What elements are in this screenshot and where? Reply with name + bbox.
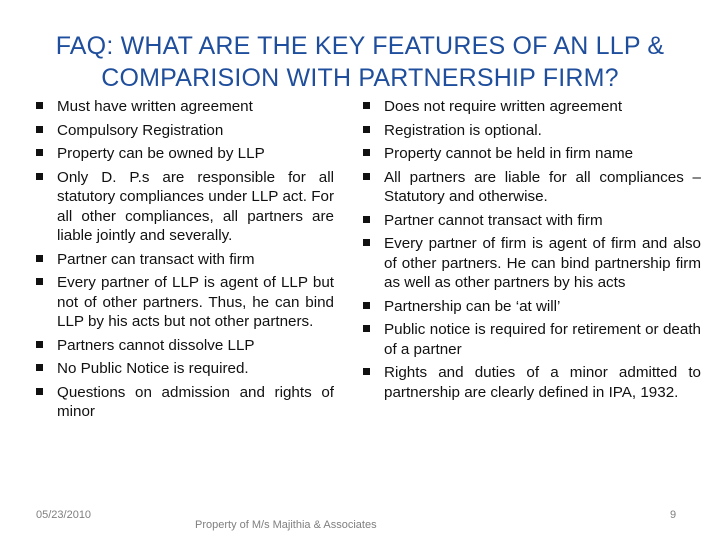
list-item-text: Registration is optional. (384, 121, 542, 139)
square-bullet-icon (363, 368, 370, 375)
slide-title-line-2: COMPARISION WITH PARTNERSHIP FIRM? (101, 64, 619, 92)
list-item-text: Partner can transact with firm (57, 250, 255, 268)
square-bullet-icon (36, 102, 43, 109)
list-item (363, 144, 701, 164)
list-item-text: Property cannot be held in firm name (384, 145, 634, 162)
list-item-text: All partners are liable for all compliances – Statutory and otherwise. (384, 168, 701, 205)
list-item (36, 144, 334, 164)
square-bullet-icon (36, 149, 43, 156)
list-item (36, 97, 334, 117)
list-item-text: Rights and duties of a minor admitted to partnership are clearly defined in IPA, 1932. (384, 364, 701, 401)
list-item (363, 297, 701, 317)
square-bullet-icon (36, 341, 43, 348)
square-bullet-icon (363, 102, 370, 109)
square-bullet-icon (363, 126, 370, 133)
list-item (363, 234, 701, 293)
list-item (363, 211, 701, 231)
list-item-text: No Public Notice is required. (57, 360, 249, 377)
list-item-text: Questions on admission and rights of minor (57, 383, 334, 420)
slide-title-line-1: FAQ: WHAT ARE THE KEY FEATURES OF AN LLP & (55, 32, 665, 60)
square-bullet-icon (36, 388, 43, 395)
list-item-text: Does not require written agreement (384, 98, 623, 115)
footer-date: 05/23/2010 (36, 509, 92, 521)
list-item (363, 320, 701, 359)
square-bullet-icon (363, 216, 370, 223)
list-item (36, 273, 334, 332)
square-bullet-icon (36, 278, 43, 285)
list-item-text: Must have written agreement (57, 98, 253, 115)
square-bullet-icon (36, 364, 43, 371)
list-item-text: Property can be owned by LLP (57, 145, 265, 162)
square-bullet-icon (36, 126, 43, 133)
list-item (363, 363, 701, 402)
list-item-text: Every partner of firm is agent of firm and also of other partners. He can bind partnership firm as well as other partners by his acts (384, 235, 701, 291)
page-number: 9 (670, 509, 677, 521)
list-item (36, 383, 334, 422)
list-item (36, 250, 334, 270)
list-item (36, 359, 334, 379)
footer-owner: Property of M/s Majithia & Associates (195, 519, 377, 531)
list-item (36, 168, 334, 246)
partnership-firm-features-list (363, 97, 701, 406)
llp-features-list (36, 97, 334, 426)
square-bullet-icon (363, 149, 370, 156)
square-bullet-icon (36, 255, 43, 262)
square-bullet-icon (363, 325, 370, 332)
square-bullet-icon (36, 173, 43, 180)
list-item-text: Only D. P.s are responsible for all statutory compliances under LLP act. For all other compliances, all partners are liable jointly and severally. (57, 168, 334, 244)
list-item (36, 121, 334, 141)
list-item-text: Partnership can be ‘at will’ (384, 297, 561, 315)
list-item-text: Public notice is required for retirement or death of a partner (384, 321, 701, 358)
slide-title (20, 30, 700, 94)
list-item-text: Partner cannot transact with firm (384, 211, 603, 229)
square-bullet-icon (363, 239, 370, 246)
list-item-text: Every partner of LLP is agent of LLP but not of other partners. Thus, he can bind LLP by his acts but not other partners. (57, 274, 334, 330)
list-item (363, 97, 701, 117)
list-item (363, 121, 701, 141)
list-item-text: Compulsory Registration (57, 121, 224, 139)
list-item (363, 168, 701, 207)
square-bullet-icon (363, 302, 370, 309)
list-item (36, 336, 334, 356)
square-bullet-icon (363, 173, 370, 180)
list-item-text: Partners cannot dissolve LLP (57, 336, 255, 354)
